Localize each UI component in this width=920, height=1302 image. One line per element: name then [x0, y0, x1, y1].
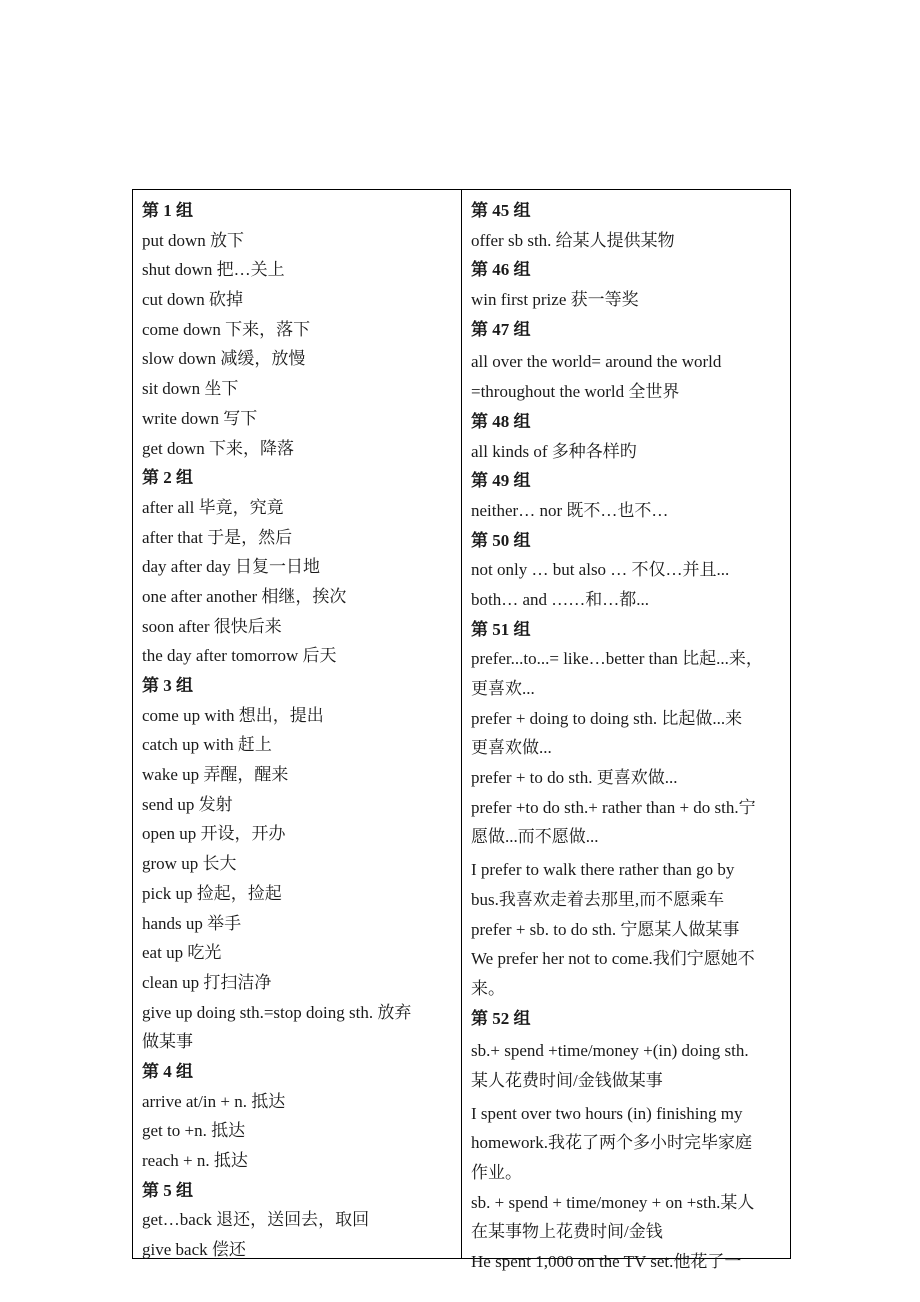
table-column-left [133, 190, 462, 1258]
phrase-line: clean up 打扫洁净 [142, 972, 272, 992]
phrase-line: =throughout the world 全世界 [471, 382, 680, 402]
phrase-line: prefer + sb. to do sth. 宁愿某人做某事 [471, 919, 740, 939]
phrase-line: homework.我花了两个多小时完毕家庭 [471, 1133, 752, 1153]
phrase-line: catch up with 赶上 [142, 735, 272, 755]
phrase-line: slow down 减缓，放慢 [142, 349, 306, 369]
phrase-line: the day after tomorrow 后天 [142, 646, 337, 666]
phrase-line: all kinds of 多种各样旳 [471, 441, 637, 461]
phrase-line: wake up 弄醒，醒来 [142, 765, 289, 785]
group-heading: 第 52 组 [471, 1008, 531, 1028]
phrase-line: eat up 吃光 [142, 943, 222, 963]
phrase-line: after that 于是，然后 [142, 527, 293, 547]
group-heading: 第 49 组 [471, 471, 531, 491]
phrase-line: hands up 举手 [142, 913, 242, 933]
phrase-line: both… and ……和…都... [471, 589, 650, 609]
group-heading: 第 51 组 [471, 619, 531, 639]
phrase-line: come down 下来，落下 [142, 319, 311, 339]
group-heading: 第 50 组 [471, 530, 531, 550]
phrase-line: prefer +to do sth.+ rather than + do sth.宁 [471, 797, 756, 817]
phrase-line: write down 写下 [142, 408, 258, 428]
phrase-line: put down 放下 [142, 230, 244, 250]
group-heading: 第 4 组 [142, 1061, 193, 1081]
phrase-line: 来。 [471, 978, 505, 998]
phrase-line: 作业。 [471, 1163, 522, 1182]
group-heading: 第 3 组 [142, 676, 193, 695]
phrase-line: arrive at/in + n. 抵达 [142, 1091, 286, 1111]
phrase-line: get down 下来，降落 [142, 438, 295, 458]
phrase-line: give up doing sth.=stop doing sth. 放弃 [142, 1002, 412, 1022]
phrase-line: not only … but also … 不仅…并且... [471, 560, 730, 580]
phrase-line: 某人花费时间/金钱做某事 [471, 1070, 663, 1090]
phrase-line: 做某事 [142, 1032, 193, 1052]
phrase-line: all over the world= around the world [471, 352, 722, 372]
phrase-line: after all 毕竟，究竟 [142, 497, 284, 517]
phrase-line: one after another 相继，挨次 [142, 586, 347, 606]
phrase-line: 更喜欢做... [471, 738, 552, 758]
group-heading: 第 47 组 [471, 319, 531, 339]
group-heading: 第 48 组 [471, 411, 531, 431]
phrase-line: 在某事物上花费时间/金钱 [471, 1222, 663, 1242]
group-heading: 第 46 组 [471, 260, 531, 280]
phrase-line: grow up 长大 [142, 854, 237, 874]
phrase-line: I spent over two hours (in) finishing my [471, 1103, 743, 1123]
phrase-line: reach + n. 抵达 [142, 1151, 248, 1170]
group-heading: 第 1 组 [142, 201, 193, 220]
group-heading: 第 45 组 [471, 201, 531, 220]
phrase-line: prefer...to...= like…better than 比起...来， [471, 649, 763, 669]
group-heading: 第 5 组 [142, 1180, 193, 1200]
phrase-line: come up with 想出，提出 [142, 705, 324, 725]
phrase-line: sit down 坐下 [142, 379, 239, 399]
phrase-line: 愿做...而不愿做... [471, 827, 599, 847]
phrase-line: We prefer her not to come.我们宁愿她不 [471, 949, 755, 969]
table-column-right [462, 190, 790, 1272]
phrase-line: give back 偿还 [142, 1240, 246, 1260]
phrase-line: get…back 退还，送回去，取回 [142, 1210, 370, 1230]
phrase-line: 更喜欢... [471, 679, 535, 698]
phrase-table [132, 189, 791, 1272]
phrase-line: sb. + spend + time/money + on +sth.某人 [471, 1192, 755, 1212]
phrase-line: neither… nor 既不…也不… [471, 500, 669, 520]
phrase-line: open up 开设，开办 [142, 824, 286, 844]
phrase-line: I prefer to walk there rather than go by [471, 860, 735, 880]
phrase-line: cut down 砍掉 [142, 290, 244, 310]
phrase-line: shut down 把…关上 [142, 260, 285, 280]
phrase-line: soon after 很快后来 [142, 616, 282, 636]
phrase-line: pick up 捡起，捡起 [142, 883, 282, 903]
phrase-line: win first prize 获一等奖 [471, 290, 639, 310]
phrase-line: prefer + to do sth. 更喜欢做... [471, 768, 678, 788]
phrase-line: sb.+ spend +time/money +(in) doing sth. [471, 1041, 749, 1061]
phrase-line: get to +n. 抵达 [142, 1121, 246, 1141]
phrase-line: bus.我喜欢走着去那里,而不愿乘车 [471, 889, 725, 909]
phrase-line: He spent 1,000 on the TV set.他花了一 [471, 1252, 742, 1272]
phrase-line: offer sb sth. 给某人提供某物 [471, 230, 675, 250]
phrase-line: day after day 日复一日地 [142, 557, 320, 577]
phrase-line: send up 发射 [142, 794, 233, 814]
group-heading: 第 2 组 [142, 468, 193, 488]
phrase-line: prefer + doing to doing sth. 比起做...来 [471, 708, 743, 728]
